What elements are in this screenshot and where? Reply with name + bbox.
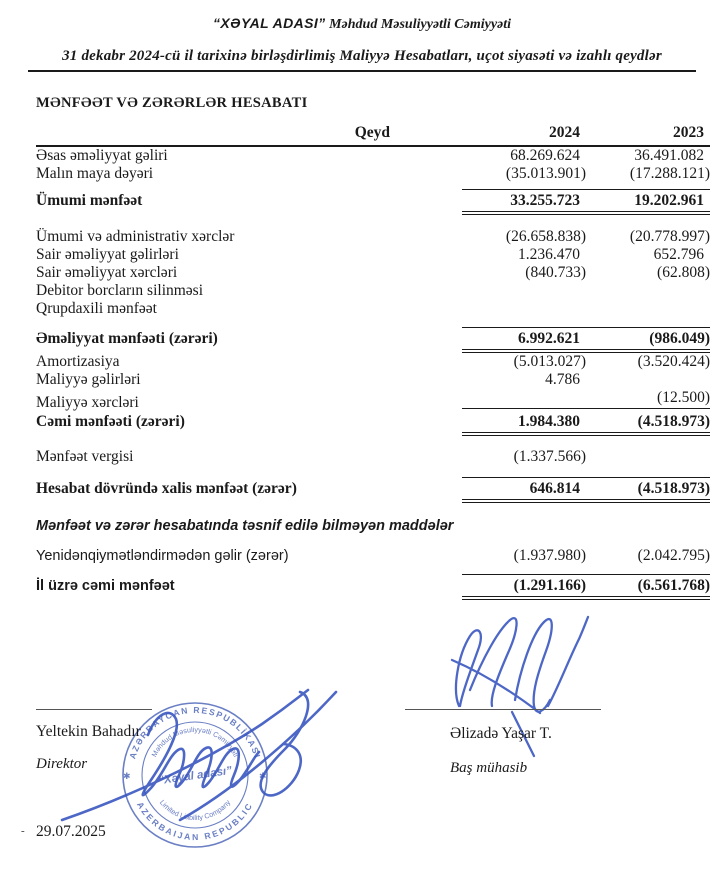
table-row-other-expenses [36, 264, 710, 282]
accountant-signature-line [405, 709, 601, 710]
value-2023: (4.518.973) [637, 413, 710, 430]
year-2023-header: 2023 [673, 124, 704, 141]
value-2023: (6.561.768) [637, 577, 710, 594]
company-header [0, 0, 724, 33]
row-label: Maliyyə xərcləri [36, 394, 139, 411]
value-2023: (12.500) [657, 389, 710, 406]
value-2024: 6.992.621 [518, 330, 580, 347]
stamp-star-left-icon: ✱ [123, 771, 131, 781]
svg-text:AZƏRBAYCAN RESPUBLİKASI [127, 705, 263, 760]
row-label: Sair əməliyyat xərcləri [36, 264, 178, 281]
table-row-gross-profit [36, 189, 710, 215]
value-2023: 652.796 [653, 246, 704, 263]
table-row-total-profit-before-tax [36, 412, 710, 436]
row-label: Ümumi və administrativ xərclər [36, 228, 235, 245]
row-label: Əsas əməliyyat gəliri [36, 147, 168, 164]
report-title: 31 dekabr 2024-cü il tarixinə birləşdirlimiş Maliyyə Hesabatları, uçot siyasəti və izahlı qeydlər [28, 48, 696, 72]
profit-loss-table [36, 124, 710, 600]
table-row-total-comprehensive [36, 574, 710, 600]
row-label: Hesabat dövründə xalis mənfəət (zərər) [36, 480, 297, 497]
value-2023: 36.491.082 [634, 147, 704, 164]
company-stamp [110, 690, 280, 860]
value-2024: (1.291.166) [513, 577, 586, 594]
value-2024: (35.013.901) [505, 165, 586, 182]
stamp-outer-top-text: AZƏRBAYCAN RESPUBLİKASI [127, 704, 263, 761]
section-heading-label: Mənfəət və zərər hesabatında təsnif edilə bilməyən maddələr [36, 518, 454, 534]
table-row-cogs [36, 165, 710, 183]
value-2024: 4.786 [545, 371, 580, 388]
value-2023: (17.288.121) [629, 165, 710, 182]
table-row-section-heading [36, 517, 710, 535]
notes-column-header: Qeyd [354, 124, 390, 141]
stamp-star-right-icon: ✱ [259, 771, 267, 781]
table-row-operating-profit [36, 327, 710, 353]
table-row-finance-expenses [36, 389, 710, 412]
report-date [21, 823, 106, 841]
director-name: Yeltekin Bahadır [36, 723, 141, 740]
table-row-revaluation [36, 547, 710, 565]
value-2024: (1.337.566) [513, 448, 586, 465]
row-label: Malın maya dəyəri [36, 165, 154, 182]
svg-text:AZERBAIJAN REPUBLIC [135, 800, 255, 842]
row-label: Debitor borcların silinməsi [36, 282, 204, 299]
value-2024: 1.236.470 [518, 246, 580, 263]
date-marker: - [21, 825, 25, 837]
value-2023: (2.042.795) [637, 547, 710, 564]
value-2024: (1.937.980) [513, 547, 586, 564]
row-label: Yenidənqiymətləndirmədən gəlir (zərər) [36, 548, 289, 564]
value-2024: 33.255.723 [510, 192, 580, 209]
value-2024: 646.814 [529, 480, 580, 497]
value-2023 [586, 371, 710, 389]
value-2024: (26.658.838) [505, 228, 586, 245]
row-label: Qrupdaxili mənfəət [36, 300, 157, 317]
value-2023: (4.518.973) [637, 480, 710, 497]
row-label: Ümumi mənfəət [36, 192, 143, 209]
table-header-row [36, 124, 710, 147]
value-2023: (20.778.997) [629, 228, 710, 245]
row-label: Cəmi mənfəəti (zərəri) [36, 413, 185, 430]
row-label: Əməliyyat mənfəəti (zərəri) [36, 330, 218, 347]
table-row-amortization [36, 353, 710, 371]
value-2023: 19.202.961 [634, 192, 704, 209]
value-2023: (62.808) [657, 264, 710, 281]
value-2023: (3.520.424) [637, 353, 710, 370]
value-2024: (5.013.027) [513, 353, 586, 370]
table-row-intragroup-profit [36, 300, 710, 318]
statement-title: MƏNFƏƏT VƏ ZƏRƏRLƏR HESABATI [36, 95, 308, 111]
director-title: Direktor [36, 756, 88, 772]
stamp-inner-bottom-text2: Limited Liability Company [157, 798, 233, 823]
year-2024-header: 2024 [549, 124, 580, 141]
company-legal-form: Məhdud Məsuliyyətli Cəmiyyəti [325, 17, 512, 32]
stamp-inner-top-text: Məhdud Məsuliyyətli Cəmiyyəti [149, 724, 241, 759]
value-2024: 1.984.380 [518, 413, 580, 430]
value-2024: 68.269.624 [510, 147, 580, 164]
table-row-other-income [36, 246, 710, 264]
company-name: “XƏYAL ADASI” [212, 15, 326, 31]
table-row-finance-income [36, 371, 710, 389]
row-label: Mənfəət vergisi [36, 448, 134, 465]
stamp-outer-bottom-text: AZERBAIJAN REPUBLIC [135, 800, 255, 843]
table-row-net-profit [36, 477, 710, 503]
director-signature-line [36, 709, 152, 710]
table-row-admin-expenses [36, 228, 710, 246]
row-label: Maliyyə gəlirləri [36, 371, 141, 388]
value-2023: (986.049) [649, 330, 710, 347]
row-label: İl üzrə cəmi mənfəət [36, 578, 175, 594]
stamp-center-text: “Xəyal adası” [157, 764, 233, 788]
value-2024 [462, 389, 586, 407]
table-row-profit-tax [36, 448, 710, 466]
table-row-revenue [36, 147, 710, 165]
svg-text:Limited Liability Company [158, 798, 233, 822]
value-2024: (840.733) [525, 264, 586, 281]
svg-text:Məhdud Məsuliyyətli Cəmiyyəti [149, 725, 240, 759]
value-2023 [586, 448, 710, 466]
accountant-title: Baş mühasib [450, 760, 528, 776]
accountant-name: Əlizadə Yaşar T. [450, 725, 552, 742]
date-value: 29.07.2025 [36, 823, 106, 840]
row-label: Amortizasiya [36, 353, 120, 370]
row-label: Sair əməliyyat gəlirləri [36, 246, 179, 263]
table-row-receivables-writeoff [36, 282, 710, 300]
